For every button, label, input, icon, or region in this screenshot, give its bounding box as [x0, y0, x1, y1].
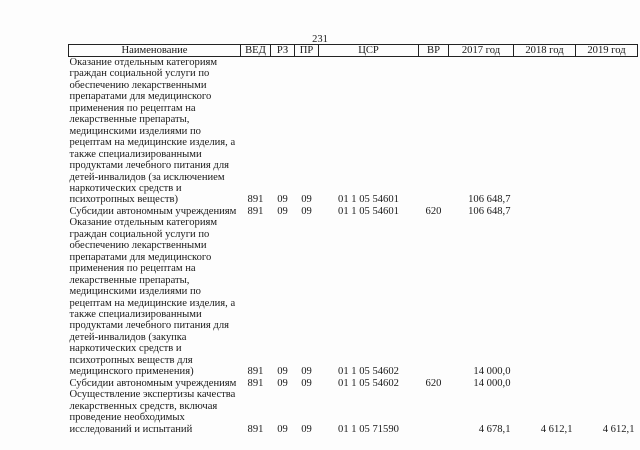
row-rz: 09 — [277, 205, 288, 217]
page-number: 231 — [312, 34, 328, 45]
row-pr: 09 — [301, 194, 312, 206]
table-row — [69, 206, 638, 217]
row-ved: 891 — [247, 423, 264, 435]
row-pr: 09 — [301, 366, 312, 378]
row-2018: 4 612,1 — [540, 423, 573, 435]
row-vr: 620 — [425, 377, 442, 389]
row-ved: 891 — [247, 366, 264, 378]
row-rz: 09 — [277, 377, 288, 389]
table-row — [69, 389, 638, 435]
row-csr: 01 1 05 54602 — [338, 377, 399, 389]
row-pr: 09 — [301, 205, 312, 217]
row-rz: 09 — [277, 366, 288, 378]
table-header-row — [69, 45, 638, 57]
row-2017: 4 678,1 — [478, 423, 511, 435]
row-2019 — [576, 217, 638, 377]
row-pr: 09 — [301, 377, 312, 389]
row-name: Оказание отдельным категориям граждан социальной услуги по обеспечению лекарственными препаратами для медицинского применения по рецептам на лекарственные препараты, медицинскими изделиями по рецептам на медицинские изделия, а также специализированными продуктами лечебного питания для детей-инвалидов (закупка наркотических средств и психотропных веществ для медицинского применения) — [69, 217, 236, 378]
row-2017: 106 648,7 — [468, 194, 511, 206]
row-csr: 01 1 05 54601 — [338, 205, 399, 217]
row-pr: 09 — [301, 423, 312, 435]
header-ved: ВЕД — [241, 45, 271, 57]
table-row — [69, 217, 638, 377]
row-name: Субсидии автономным учреждениям — [69, 377, 237, 389]
row-vr — [419, 217, 449, 377]
row-ved: 891 — [247, 194, 264, 206]
header-2018: 2018 год — [514, 45, 576, 57]
header-name: Наименование — [69, 45, 241, 57]
header-csr: ЦСР — [319, 45, 419, 57]
header-2019: 2019 год — [576, 45, 638, 57]
row-name: Субсидии автономным учреждениям — [69, 205, 237, 217]
row-csr: 01 1 05 71590 — [338, 423, 399, 435]
budget-table — [68, 44, 638, 435]
header-pr: ПР — [295, 45, 319, 57]
row-rz: 09 — [277, 423, 288, 435]
row-name: Осуществление экспертизы качества лекарственных средств, включая проведение необходимых исследований и испытаний — [69, 389, 236, 435]
row-2019 — [576, 378, 638, 389]
row-2018 — [514, 206, 576, 217]
row-ved: 891 — [247, 377, 264, 389]
header-rz: РЗ — [271, 45, 295, 57]
table-row — [69, 378, 638, 389]
row-2019 — [576, 57, 638, 206]
header-vr: ВР — [419, 45, 449, 57]
row-2018 — [514, 378, 576, 389]
table-row — [69, 57, 638, 206]
row-csr: 01 1 05 54602 — [338, 366, 399, 378]
row-2019 — [576, 206, 638, 217]
row-rz: 09 — [277, 194, 288, 206]
row-2018 — [514, 57, 576, 206]
row-2019: 4 612,1 — [602, 423, 635, 435]
row-2017: 14 000,0 — [473, 366, 511, 378]
row-csr: 01 1 05 54601 — [338, 194, 399, 206]
row-vr: 620 — [425, 205, 442, 217]
row-vr — [419, 57, 449, 206]
row-2017: 106 648,7 — [468, 205, 511, 217]
row-2017: 14 000,0 — [473, 377, 511, 389]
row-name: Оказание отдельным категориям граждан социальной услуги по обеспечению лекарственными препаратами для медицинского применения по рецептам на лекарственные препараты, медицинскими изделиями по рецептам на медицинские изделия, а также специализированными продуктами лечебного питания для детей-инвалидов (за исключением наркотических средств и психотропных веществ) — [69, 57, 236, 206]
row-vr — [419, 389, 449, 435]
header-2017: 2017 год — [449, 45, 514, 57]
row-2018 — [514, 217, 576, 377]
row-ved: 891 — [247, 205, 264, 217]
